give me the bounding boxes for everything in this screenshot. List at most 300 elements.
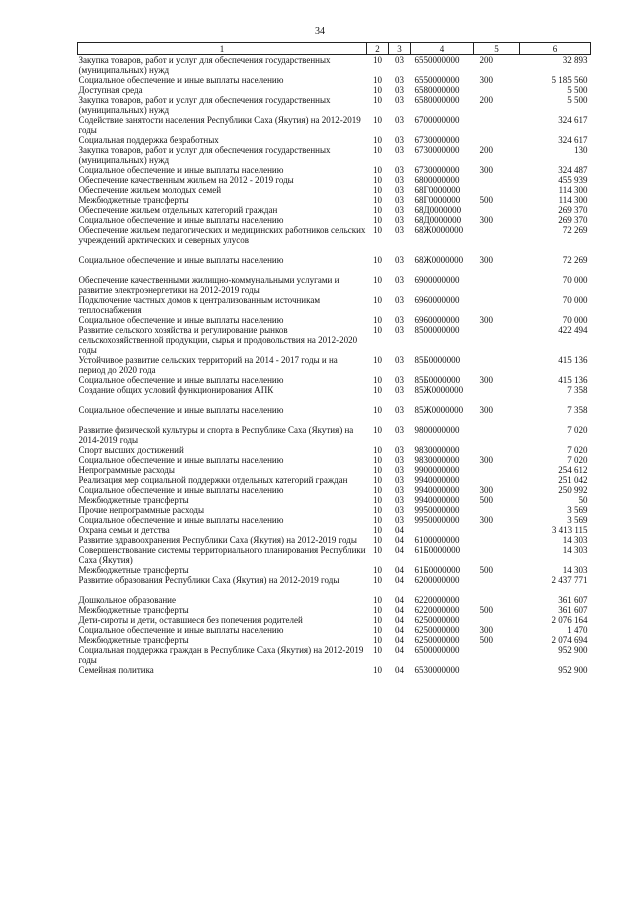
row-expense-type: 300: [479, 405, 493, 415]
row-section: 10: [373, 225, 382, 235]
table-row: [78, 225, 591, 245]
row-name: Социальное обеспечение и иные выплаты населению: [78, 455, 284, 465]
row-amount: 3 569: [567, 505, 588, 515]
row-target-article: 9950000000: [414, 505, 460, 515]
row-name: Межбюджетные трансферты: [78, 565, 189, 575]
row-section: 10: [373, 405, 382, 415]
row-name: Совершенствование системы территориального планирования Республики Саха (Якутия): [78, 545, 366, 565]
row-name: Межбюджетные трансферты: [78, 635, 189, 645]
row-subsection: 03: [395, 505, 404, 515]
row-target-article: 6730000000: [414, 165, 460, 175]
row-target-article: 9950000000: [414, 515, 460, 525]
row-subsection: 04: [395, 615, 404, 625]
row-subsection: 03: [395, 75, 404, 85]
row-subsection: 04: [395, 575, 404, 585]
row-name: Спорт высших достижений: [78, 445, 184, 455]
row-amount: 251 042: [558, 475, 588, 485]
row-expense-type: 200: [479, 95, 493, 105]
row-subsection: 04: [395, 645, 404, 655]
row-amount: 72 269: [562, 225, 588, 235]
table-row: [78, 535, 591, 545]
spacer-cell: [78, 245, 591, 255]
row-spacer: [78, 415, 591, 425]
table-row: [78, 515, 591, 525]
row-amount: 14 303: [562, 565, 588, 575]
row-section: 10: [373, 465, 382, 475]
row-target-article: 6250000000: [414, 635, 460, 645]
row-subsection: 03: [395, 515, 404, 525]
row-section: 10: [373, 255, 382, 265]
row-name: Социальное обеспечение и иные выплаты населению: [78, 165, 284, 175]
table-row: [78, 455, 591, 465]
row-target-article: 6530000000: [414, 665, 460, 675]
row-amount: 269 370: [558, 205, 588, 215]
row-subsection: 04: [395, 545, 404, 555]
row-subsection: 03: [395, 275, 404, 285]
row-expense-type: [474, 275, 520, 295]
table-row: [78, 215, 591, 225]
row-subsection: 03: [395, 485, 404, 495]
row-subsection: 03: [395, 385, 404, 395]
row-amount: 324 617: [558, 115, 588, 125]
row-name: Обеспечение жильем педагогических и медицинских работников сельских учреждений арктических и северных улусов: [78, 225, 366, 245]
table-row: [78, 495, 591, 505]
row-expense-type: [474, 595, 520, 605]
row-expense-type: [474, 295, 520, 315]
row-subsection: 03: [395, 225, 404, 235]
table-row: [78, 425, 591, 445]
row-subsection: 03: [395, 85, 404, 95]
row-spacer: [78, 395, 591, 405]
row-target-article: 6730000000: [414, 145, 460, 155]
row-expense-type: [474, 535, 520, 545]
row-expense-type: [474, 135, 520, 145]
table-row: [78, 645, 591, 665]
row-target-article: 6220000000: [414, 595, 460, 605]
row-amount: 70 000: [562, 295, 588, 305]
row-name: Устойчивое развитие сельских территорий на 2014 - 2017 годы и на период до 2020 года: [78, 355, 338, 375]
row-target-article: 9900000000: [414, 465, 460, 475]
row-section: 10: [373, 475, 382, 485]
table-row: [78, 575, 591, 585]
row-amount: 70 000: [562, 275, 588, 285]
row-target-article: 68Г0000000: [414, 195, 461, 205]
row-target-article: 8500000000: [414, 325, 460, 335]
row-name: Охрана семьи и детства: [78, 525, 170, 535]
row-target-article: 68Ж0000000: [414, 225, 464, 235]
table-row: [78, 505, 591, 515]
row-subsection: 04: [395, 625, 404, 635]
table-row: [78, 145, 591, 165]
row-amount: 3 569: [567, 515, 588, 525]
spacer-cell: [78, 585, 591, 595]
table-row: [78, 195, 591, 205]
row-name: Развитие сельского хозяйства и регулирование рынков сельскохозяйственной продукции, сырья и продовольствия на 2012-2020 годы: [78, 325, 358, 355]
row-amount: 2 076 164: [551, 615, 588, 625]
row-section: 10: [373, 175, 382, 185]
header-col-3: 3: [389, 43, 411, 55]
row-name: Социальное обеспечение и иные выплаты населению: [78, 625, 284, 635]
row-target-article: [411, 525, 474, 535]
row-expense-type: [474, 505, 520, 515]
row-expense-type: [474, 525, 520, 535]
row-section: 10: [373, 525, 382, 535]
row-subsection: 03: [395, 135, 404, 145]
row-expense-type: 500: [479, 495, 493, 505]
row-subsection: 03: [395, 175, 404, 185]
page-number: 34: [315, 26, 325, 37]
row-name: Дети-сироты и дети, оставшиеся без попечения родителей: [78, 615, 303, 625]
table-row: [78, 205, 591, 215]
table-row: [78, 295, 591, 315]
row-amount: 7 020: [567, 455, 588, 465]
row-section: 10: [373, 195, 382, 205]
table-row: [78, 255, 591, 265]
row-target-article: 6550000000: [414, 75, 460, 85]
row-amount: 254 612: [558, 465, 588, 475]
row-section: 10: [373, 495, 382, 505]
row-name: Обеспечение качественным жильем на 2012 - 2019 годы: [78, 175, 294, 185]
row-amount: 1 470: [567, 625, 588, 635]
table-header-row: [78, 43, 591, 55]
row-name: Развитие образования Республики Саха (Якутия) на 2012-2019 годы: [78, 575, 340, 585]
table-row: [78, 315, 591, 325]
row-expense-type: 300: [479, 75, 493, 85]
table-row: [78, 485, 591, 495]
row-name: Социальное обеспечение и иные выплаты населению: [78, 315, 284, 325]
row-target-article: 6500000000: [414, 645, 460, 655]
row-subsection: 03: [395, 325, 404, 335]
row-expense-type: 300: [479, 515, 493, 525]
row-section: 10: [373, 505, 382, 515]
row-section: 10: [373, 665, 382, 675]
row-name: Доступная среда: [78, 85, 143, 95]
row-target-article: 85Б0000000: [414, 375, 461, 385]
row-target-article: 6580000000: [414, 95, 460, 105]
row-expense-type: [474, 175, 520, 185]
row-expense-type: 200: [479, 145, 493, 155]
row-name: Социальная поддержка граждан в Республике Саха (Якутия) на 2012-2019 годы: [78, 645, 364, 665]
row-section: 10: [373, 565, 382, 575]
table-row: [78, 355, 591, 375]
row-name: Развитие здравоохранения Республики Саха (Якутия) на 2012-2019 годы: [78, 535, 357, 545]
row-amount: 72 269: [562, 255, 588, 265]
row-expense-type: 300: [479, 455, 493, 465]
row-section: 10: [373, 355, 382, 365]
row-expense-type: [474, 225, 520, 245]
row-section: 10: [373, 535, 382, 545]
row-expense-type: [474, 85, 520, 95]
row-expense-type: [474, 465, 520, 475]
row-expense-type: 200: [479, 55, 493, 65]
table-row: [78, 115, 591, 135]
row-amount: 361 607: [558, 605, 588, 615]
row-expense-type: [474, 545, 520, 565]
row-section: 10: [373, 205, 382, 215]
row-subsection: 03: [395, 475, 404, 485]
header-col-5: 5: [474, 43, 520, 55]
row-amount: 324 487: [558, 165, 588, 175]
row-section: 10: [373, 135, 382, 145]
row-name: Межбюджетные трансферты: [78, 195, 189, 205]
row-name: Семейная политика: [78, 665, 154, 675]
row-name: Социальное обеспечение и иные выплаты населению: [78, 485, 284, 495]
row-expense-type: 500: [479, 605, 493, 615]
header-col-6: 6: [520, 43, 591, 55]
row-section: 10: [373, 275, 382, 285]
row-name: Межбюджетные трансферты: [78, 495, 189, 505]
row-subsection: 03: [395, 195, 404, 205]
table-row: [78, 385, 591, 395]
row-amount: 361 607: [558, 595, 588, 605]
row-amount: 3 413 115: [551, 525, 588, 535]
row-section: 10: [373, 315, 382, 325]
row-name: Закупка товаров, работ и услуг для обеспечения государственных (муниципальных) нужд: [78, 95, 331, 115]
row-target-article: 6550000000: [414, 55, 460, 65]
row-expense-type: 300: [479, 485, 493, 495]
row-target-article: 6960000000: [414, 295, 460, 305]
table-row: [78, 135, 591, 145]
table-row: [78, 625, 591, 635]
row-section: 10: [373, 85, 382, 95]
table-row: [78, 55, 591, 76]
row-target-article: 6220000000: [414, 605, 460, 615]
row-section: 10: [373, 55, 382, 65]
row-expense-type: 300: [479, 255, 493, 265]
row-name: Создание общих условий функционирования АПК: [78, 385, 274, 395]
row-subsection: 04: [395, 565, 404, 575]
table-row: [78, 185, 591, 195]
row-section: 10: [373, 375, 382, 385]
row-amount: 2 074 694: [551, 635, 588, 645]
table-row: [78, 175, 591, 185]
row-name: Закупка товаров, работ и услуг для обеспечения государственных (муниципальных) нужд: [78, 55, 331, 75]
row-expense-type: [474, 425, 520, 445]
row-amount: 70 000: [562, 315, 588, 325]
row-expense-type: 500: [479, 195, 493, 205]
table-row: [78, 445, 591, 455]
row-target-article: 68Д0000000: [414, 215, 462, 225]
row-expense-type: [474, 385, 520, 395]
row-target-article: 61Б0000000: [414, 565, 461, 575]
row-expense-type: [474, 445, 520, 455]
row-expense-type: 300: [479, 625, 493, 635]
row-name: Социальное обеспечение и иные выплаты населению: [78, 75, 284, 85]
row-subsection: 03: [395, 355, 404, 365]
row-expense-type: [474, 475, 520, 485]
row-amount: 5 500: [567, 95, 588, 105]
row-amount: 415 136: [558, 355, 588, 365]
row-subsection: 03: [395, 425, 404, 435]
row-section: 10: [373, 615, 382, 625]
row-target-article: 6200000000: [414, 575, 460, 585]
row-target-article: 9940000000: [414, 485, 460, 495]
row-amount: 250 992: [558, 485, 588, 495]
row-amount: 2 437 771: [551, 575, 588, 585]
row-amount: 7 358: [567, 405, 588, 415]
row-subsection: 03: [395, 215, 404, 225]
row-spacer: [78, 585, 591, 595]
row-target-article: 6250000000: [414, 615, 460, 625]
row-target-article: 9940000000: [414, 475, 460, 485]
row-section: 10: [373, 645, 382, 655]
row-amount: 114 300: [558, 195, 588, 205]
row-section: 10: [373, 165, 382, 175]
table-row: [78, 405, 591, 415]
row-amount: 7 020: [567, 425, 588, 435]
row-section: 10: [373, 385, 382, 395]
header-col-4: 4: [411, 43, 474, 55]
row-name: Социальное обеспечение и иные выплаты населению: [78, 255, 284, 265]
row-subsection: 03: [395, 115, 404, 125]
row-section: 10: [373, 185, 382, 195]
row-section: 10: [373, 325, 382, 335]
row-subsection: 03: [395, 145, 404, 155]
row-expense-type: [474, 325, 520, 355]
row-expense-type: [474, 615, 520, 625]
row-expense-type: [474, 645, 520, 665]
row-subsection: 03: [395, 255, 404, 265]
row-subsection: 03: [395, 455, 404, 465]
row-subsection: 03: [395, 375, 404, 385]
row-amount: 7 358: [567, 385, 588, 395]
row-amount: 5 185 560: [551, 75, 588, 85]
row-target-article: 85Ж0000000: [414, 385, 464, 395]
row-target-article: 9830000000: [414, 445, 460, 455]
row-section: 10: [373, 575, 382, 585]
row-section: 10: [373, 445, 382, 455]
row-section: 10: [373, 605, 382, 615]
row-subsection: 04: [395, 605, 404, 615]
row-section: 10: [373, 455, 382, 465]
row-subsection: 03: [395, 465, 404, 475]
row-target-article: 68Ж0000000: [414, 255, 464, 265]
row-name: Подключение частных домов к централизованным источникам теплоснабжения: [78, 295, 321, 315]
row-expense-type: 500: [479, 565, 493, 575]
budget-table: [77, 42, 591, 675]
table-row: [78, 605, 591, 615]
row-amount: 130: [574, 145, 588, 155]
row-amount: 32 893: [562, 55, 588, 65]
row-target-article: 6960000000: [414, 315, 460, 325]
row-amount: 952 900: [558, 645, 588, 655]
row-spacer: [78, 265, 591, 275]
row-section: 10: [373, 625, 382, 635]
row-target-article: 6800000000: [414, 175, 460, 185]
row-target-article: 6900000000: [414, 275, 460, 285]
spacer-cell: [78, 395, 591, 405]
row-name: Закупка товаров, работ и услуг для обеспечения государственных (муниципальных) нужд: [78, 145, 331, 165]
row-amount: 14 303: [562, 545, 588, 555]
row-name: Социальная поддержка безработных: [78, 135, 219, 145]
row-target-article: 6700000000: [414, 115, 460, 125]
row-expense-type: [474, 185, 520, 195]
row-expense-type: 300: [479, 215, 493, 225]
row-amount: 269 370: [558, 215, 588, 225]
row-subsection: 03: [395, 55, 404, 65]
row-target-article: 6730000000: [414, 135, 460, 145]
table-row: [78, 165, 591, 175]
row-amount: 114 300: [558, 185, 588, 195]
row-section: 10: [373, 595, 382, 605]
row-target-article: 9940000000: [414, 495, 460, 505]
row-name: Обеспечение качественными жилищно-коммунальными услугами и развитие электроэнергетики на 2012-2019 годы: [78, 275, 340, 295]
row-name: Прочие непрограммные расходы: [78, 505, 205, 515]
row-subsection: 04: [395, 535, 404, 545]
spacer-cell: [78, 415, 591, 425]
row-spacer: [78, 245, 591, 255]
table-row: [78, 95, 591, 115]
row-expense-type: [474, 115, 520, 135]
row-subsection: 03: [395, 315, 404, 325]
row-target-article: 6580000000: [414, 85, 460, 95]
table-row: [78, 615, 591, 625]
table-row: [78, 635, 591, 645]
row-section: 10: [373, 145, 382, 155]
table-row: [78, 85, 591, 95]
row-section: 10: [373, 635, 382, 645]
table-row: [78, 665, 591, 675]
row-subsection: 03: [395, 185, 404, 195]
row-target-article: 9830000000: [414, 455, 460, 465]
table-row: [78, 325, 591, 355]
table-row: [78, 595, 591, 605]
row-amount: 14 303: [562, 535, 588, 545]
row-amount: 324 617: [558, 135, 588, 145]
table-row: [78, 525, 591, 535]
header-col-2: 2: [367, 43, 389, 55]
table-body: [78, 55, 591, 676]
row-name: Непрограммные расходы: [78, 465, 175, 475]
row-subsection: 03: [395, 445, 404, 455]
row-name: Социальное обеспечение и иные выплаты населению: [78, 215, 284, 225]
row-expense-type: 300: [479, 375, 493, 385]
row-subsection: 04: [395, 635, 404, 645]
row-subsection: 03: [395, 205, 404, 215]
row-subsection: 03: [395, 295, 404, 305]
row-amount: 50: [578, 495, 588, 505]
row-name: Межбюджетные трансферты: [78, 605, 189, 615]
spacer-cell: [78, 265, 591, 275]
table-row: [78, 75, 591, 85]
row-section: 10: [373, 295, 382, 305]
table-row: [78, 565, 591, 575]
row-name: Обеспечение жильем молодых семей: [78, 185, 222, 195]
header-col-1: 1: [78, 43, 367, 55]
row-section: 10: [373, 115, 382, 125]
row-expense-type: [474, 205, 520, 215]
row-expense-type: [474, 665, 520, 675]
row-amount: 415 136: [558, 375, 588, 385]
row-section: 10: [373, 545, 382, 555]
row-expense-type: 300: [479, 315, 493, 325]
row-name: Реализация мер социальной поддержки отдельных категорий граждан: [78, 475, 348, 485]
table-row: [78, 475, 591, 485]
row-name: Развитие физической культуры и спорта в Республике Саха (Якутия) на 2014-2019 годы: [78, 425, 354, 445]
table-row: [78, 465, 591, 475]
row-amount: 7 020: [567, 445, 588, 455]
row-expense-type: [474, 575, 520, 585]
row-section: 10: [373, 215, 382, 225]
row-expense-type: 300: [479, 165, 493, 175]
row-subsection: 04: [395, 595, 404, 605]
row-amount: 455 939: [558, 175, 588, 185]
row-name: Дошкольное образование: [78, 595, 176, 605]
row-subsection: 04: [395, 665, 404, 675]
row-target-article: 85Б0000000: [414, 355, 461, 365]
row-section: 10: [373, 95, 382, 105]
row-target-article: 68Д0000000: [414, 205, 462, 215]
